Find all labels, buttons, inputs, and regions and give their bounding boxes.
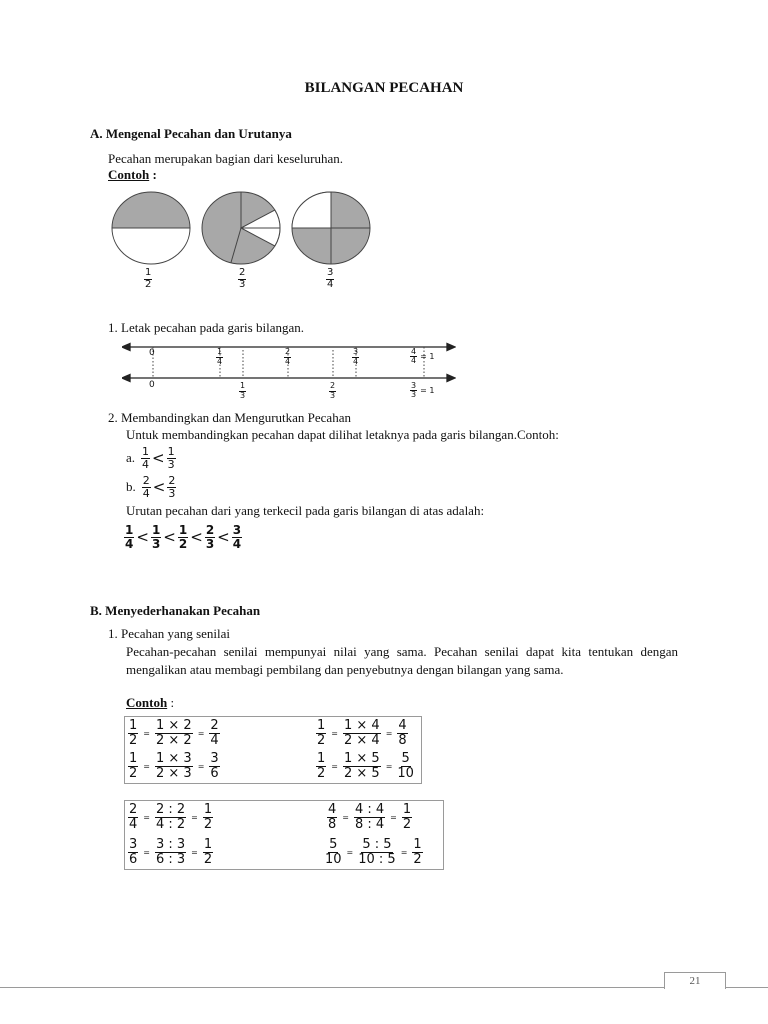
frac-num: 1 — [178, 523, 188, 537]
frac-num: 1 — [317, 718, 326, 733]
line1-tick-0: 0 — [149, 348, 155, 358]
equals-sign: = — [346, 847, 354, 857]
line1-tick-1 — [216, 348, 223, 366]
frac-den: 4 — [142, 457, 150, 471]
frac-den: 2 — [402, 816, 412, 832]
frac-num: 2 — [205, 523, 215, 537]
frac-den: 2 — [129, 765, 138, 781]
frac-den: 6 : 3 — [155, 851, 186, 867]
less-than: < — [136, 528, 149, 547]
compare-a-label: a. — [126, 450, 136, 466]
contoh-word: Contoh — [108, 167, 150, 182]
frac-den: 4 — [217, 356, 223, 366]
equals-sign: = — [342, 812, 349, 822]
equals-sign: = — [385, 761, 393, 771]
equation-divide-4 — [325, 838, 423, 866]
equation-multiply-2 — [316, 719, 408, 747]
equation-divide-2 — [327, 803, 412, 831]
frac-num: 1 × 2 — [155, 718, 192, 733]
frac-num: 5 — [401, 751, 410, 766]
frac-den: 4 : 2 — [155, 816, 186, 832]
frac-den: 3 — [151, 536, 161, 551]
equation-divide-1 — [128, 803, 213, 831]
equals-sign: = — [191, 812, 198, 822]
frac-num: 3 — [327, 267, 334, 278]
equals-sign: = — [197, 761, 205, 771]
compare-b-label: b. — [126, 479, 136, 495]
less-than: < — [217, 528, 230, 547]
equals-sign: = — [191, 847, 198, 857]
frac-den: 2 × 2 — [155, 732, 192, 748]
circle-label-2 — [238, 268, 246, 290]
frac-num: 2 — [142, 474, 150, 487]
frac-num: 1 — [413, 837, 422, 852]
equals-one: = 1 — [420, 386, 435, 396]
frac-num: 2 — [285, 347, 291, 357]
frac-num: 3 — [411, 381, 417, 390]
circle-half — [112, 192, 190, 264]
frac-num: 3 : 3 — [155, 837, 186, 852]
frac-num: 1 — [402, 802, 412, 817]
frac-den: 2 — [129, 732, 138, 748]
frac-num: 1 — [317, 751, 326, 766]
less-than: < — [152, 478, 166, 497]
frac-den: 4 — [285, 356, 291, 366]
equals-sign: = — [331, 728, 338, 738]
frac-den: 2 — [203, 851, 213, 867]
contoh-word: Contoh — [126, 695, 168, 710]
equals-one: = 1 — [420, 352, 435, 362]
line2-tick-2 — [329, 382, 336, 400]
frac-num: 2 — [330, 381, 336, 391]
page-title: BILANGAN PECAHAN — [304, 80, 464, 96]
frac-den: 3 — [330, 390, 336, 400]
item-number-line: 1. Letak pecahan pada garis bilangan. — [108, 320, 304, 335]
footer-rule — [0, 987, 768, 988]
contoh-colon: : — [149, 167, 157, 182]
frac-num: 1 × 4 — [343, 718, 380, 733]
equals-sign: = — [400, 847, 408, 857]
frac-den: 3 — [168, 486, 176, 500]
frac-num: 2 — [168, 474, 176, 487]
circle-label-1 — [144, 268, 152, 290]
contoh-label-b — [126, 695, 174, 711]
frac-den: 8 — [328, 816, 337, 832]
line1-tick-3 — [352, 348, 359, 366]
frac-num: 1 — [240, 381, 246, 391]
section-a-intro: Pecahan merupakan bagian dari keseluruhan. — [108, 151, 343, 166]
circle-two-thirds — [202, 192, 280, 264]
frac-den: 4 — [232, 536, 242, 551]
equals-sign: = — [143, 812, 150, 822]
line2-tick-3 — [410, 382, 434, 400]
frac-den: 4 — [327, 278, 334, 290]
equation-divide-3 — [128, 838, 213, 866]
frac-den: 4 — [125, 536, 134, 551]
equals-sign: = — [143, 728, 150, 738]
frac-den: 4 — [210, 732, 219, 748]
less-than: < — [190, 528, 203, 547]
frac-den: 2 — [317, 765, 326, 781]
equation-multiply-4 — [316, 752, 414, 780]
frac-num: 1 — [145, 267, 152, 278]
frac-den: 3 — [167, 457, 175, 471]
contoh-colon: : — [167, 695, 175, 710]
frac-num: 1 — [203, 802, 213, 817]
frac-den: 4 — [353, 356, 359, 366]
order-sequence — [124, 524, 242, 550]
frac-den: 2 × 4 — [343, 732, 380, 748]
fraction-circles — [108, 188, 378, 268]
frac-num: 1 — [151, 523, 161, 537]
frac-num: 1 — [125, 523, 134, 537]
frac-num: 2 — [210, 718, 219, 733]
frac-den: 2 × 5 — [343, 765, 380, 781]
frac-num: 5 : 5 — [362, 837, 392, 852]
line2-tick-0: 0 — [149, 380, 155, 390]
section-a-heading: A. Mengenal Pecahan dan Urutanya — [90, 126, 292, 141]
frac-num: 3 — [232, 523, 242, 537]
order-text: Urutan pecahan dari yang terkecil pada garis bilangan di atas adalah: — [126, 503, 485, 518]
line2-tick-1 — [239, 382, 246, 400]
less-than: < — [152, 449, 165, 468]
frac-num: 3 — [129, 837, 138, 852]
frac-num: 4 — [411, 347, 417, 356]
item-equivalent: 1. Pecahan yang senilai — [108, 626, 231, 641]
frac-den: 2 × 3 — [155, 765, 192, 781]
frac-num: 4 — [398, 718, 407, 733]
frac-num: 5 — [329, 837, 338, 852]
equation-multiply-3 — [128, 752, 220, 780]
frac-den: 6 — [210, 765, 219, 781]
frac-den: 10 — [325, 851, 342, 867]
item-compare: 2. Membandingkan dan Mengurutkan Pecahan — [108, 410, 351, 425]
frac-den: 3 — [239, 278, 246, 290]
frac-num: 1 — [203, 837, 213, 852]
frac-num: 1 × 3 — [155, 751, 192, 766]
frac-den: 2 — [203, 816, 213, 832]
frac-den: 8 : 4 — [354, 816, 385, 832]
frac-num: 1 — [129, 718, 138, 733]
frac-num: 1 × 5 — [343, 751, 380, 766]
compare-b — [126, 475, 176, 499]
circle-label-3 — [326, 268, 334, 290]
equals-sign: = — [331, 761, 338, 771]
frac-den: 2 — [413, 851, 422, 867]
equals-sign: = — [197, 728, 205, 738]
frac-num: 3 — [210, 751, 219, 766]
frac-den: 10 : 5 — [358, 851, 396, 867]
frac-num: 4 — [328, 802, 337, 817]
frac-num: 2 — [239, 267, 246, 278]
equivalent-paragraph: Pecahan-pecahan senilai mempunyai nilai yang sama. Pecahan senilai dapat kita tentukan dengan mengalikan atau membagi pembilang dan penyebutnya dengan bilangan yang sama. — [126, 644, 678, 677]
page-number: 21 — [664, 972, 726, 989]
equals-sign: = — [143, 847, 150, 857]
line1-tick-4 — [410, 348, 434, 366]
frac-num: 4 : 4 — [354, 802, 385, 817]
equals-sign: = — [143, 761, 150, 771]
frac-num: 2 : 2 — [155, 802, 186, 817]
frac-num: 1 — [167, 445, 175, 458]
frac-den: 4 — [129, 816, 138, 832]
frac-den: 6 — [129, 851, 138, 867]
section-b-heading: B. Menyederhanakan Pecahan — [90, 603, 261, 618]
frac-den: 2 — [178, 536, 188, 551]
equation-multiply-1 — [128, 719, 220, 747]
equals-sign: = — [390, 812, 397, 822]
less-than: < — [163, 528, 176, 547]
frac-num: 1 — [217, 347, 223, 357]
frac-den: 4 — [411, 356, 417, 366]
compare-a — [126, 446, 176, 470]
contoh-label-a — [108, 167, 157, 183]
frac-num: 1 — [129, 751, 138, 766]
frac-den: 3 — [411, 390, 417, 400]
frac-den: 3 — [205, 536, 215, 551]
circle-three-quarters — [292, 192, 370, 264]
line1-tick-2 — [284, 348, 291, 366]
frac-den: 8 — [398, 732, 407, 748]
frac-den: 10 — [397, 765, 414, 781]
frac-den: 3 — [240, 390, 246, 400]
frac-num: 3 — [353, 347, 359, 357]
equals-sign: = — [385, 728, 393, 738]
compare-text: Untuk membandingkan pecahan dapat dilihat letaknya pada garis bilangan.Contoh: — [126, 427, 559, 442]
frac-den: 2 — [317, 732, 326, 748]
frac-num: 1 — [142, 445, 150, 458]
frac-den: 2 — [145, 278, 152, 290]
frac-den: 4 — [142, 486, 150, 500]
frac-num: 2 — [129, 802, 138, 817]
